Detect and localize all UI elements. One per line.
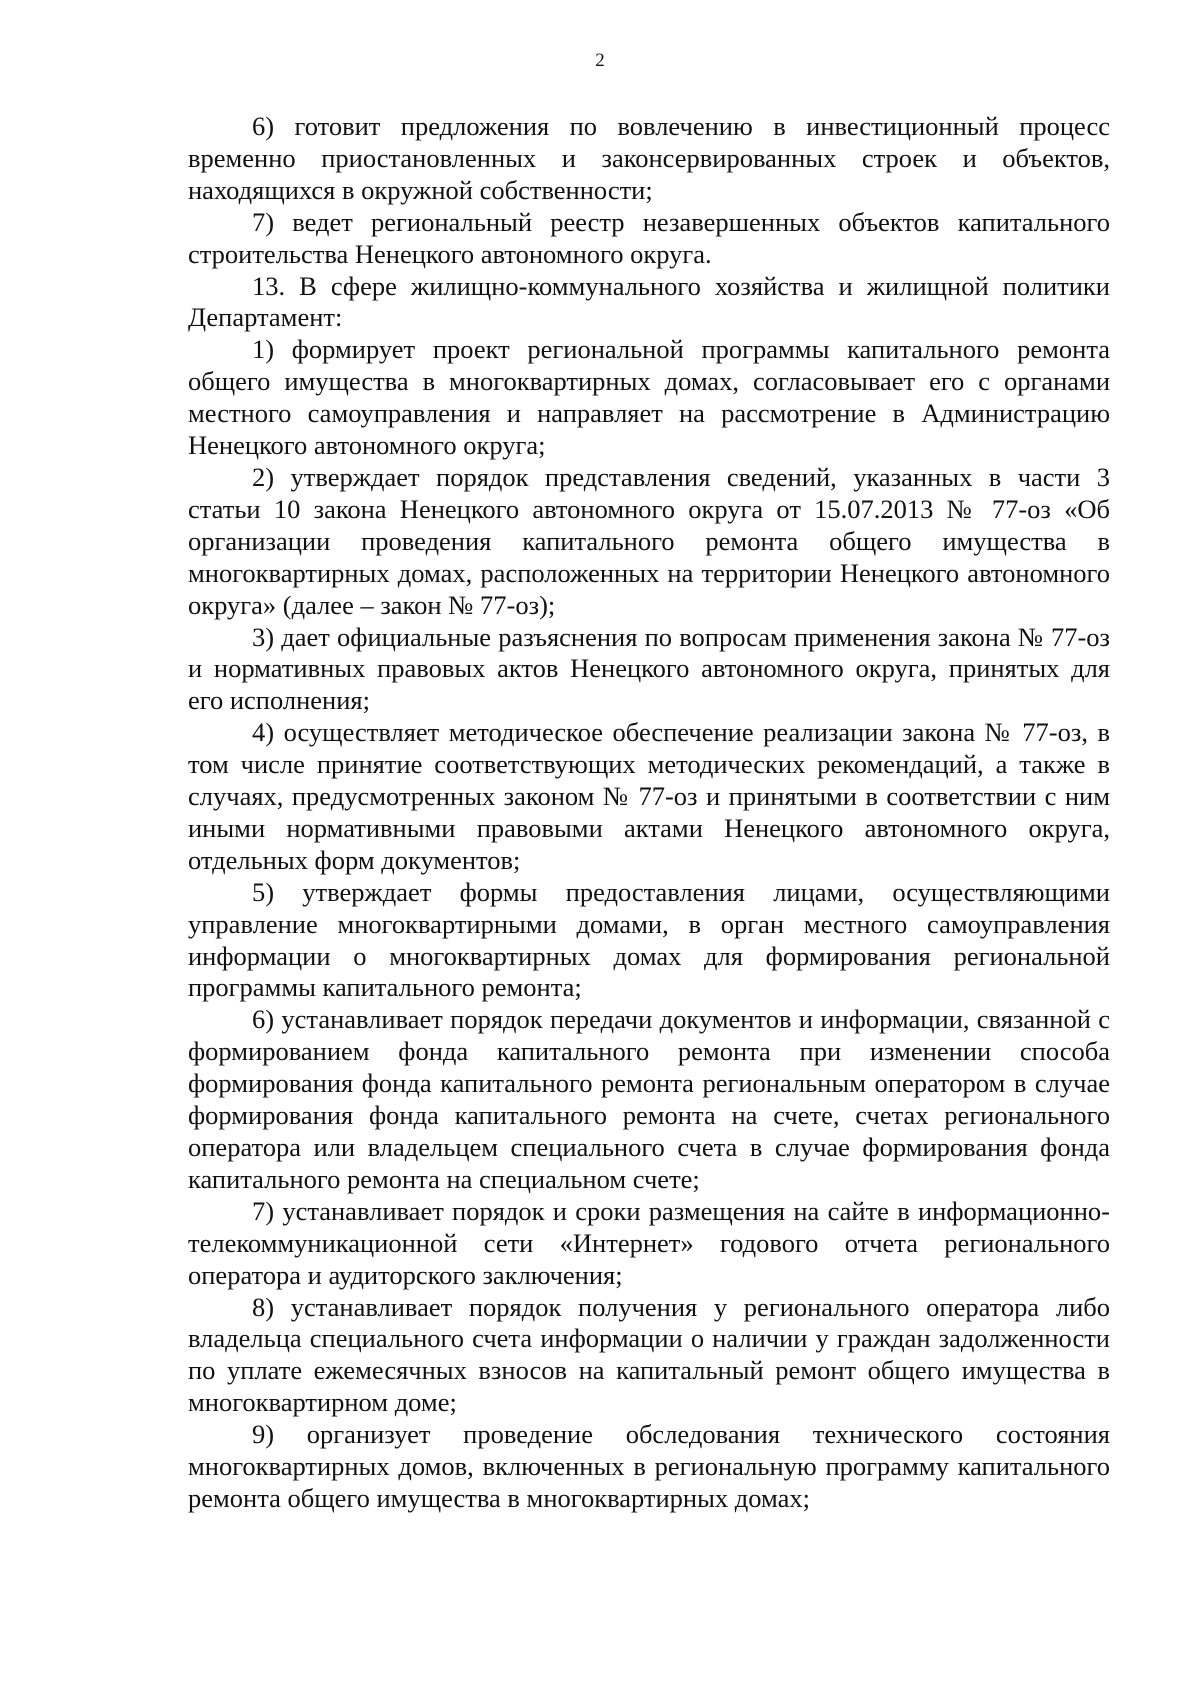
paragraph-item-7-annual-report-publication: 7) устанавливает порядок и сроки размещения на сайте в информационно-телекоммуникационной сети «Интернет» годового отчета регионального оператора и аудиторского заключения; [188, 1195, 1110, 1290]
paragraph-item-6-document-transfer: 6) устанавливает порядок передачи документов и информации, связанной с формированием фонда капитального ремонта при изменении способа формирования фонда капитального ремонта региональным оператором в случае формирования фонда капитального ремонта на счете, счетах регионального оператора или владельцем специального счета в случае формирования фонда капитального ремонта на специальном счете; [188, 1004, 1110, 1194]
document-body [188, 111, 1110, 1515]
page-number: 2 [595, 50, 605, 71]
paragraph-item-6-investment-process: 6) готовит предложения по вовлечению в инвестиционный процесс временно приостановленных и законсервированных строек и объектов, находящихся в окружной собственности; [188, 111, 1110, 205]
paragraph-item-3-official-clarifications: 3) дает официальные разъяснения по вопросам применения закона № 77-оз и нормативных правовых актов Ненецкого автономного округа, принятых для его исполнения; [188, 621, 1110, 716]
paragraph-item-7-unfinished-objects-registry: 7) ведет региональный реестр незавершенных объектов капитального строительства Ненецкого автономного округа. [188, 206, 1110, 269]
paragraph-item-1-regional-program: 1) формирует проект региональной программы капитального ремонта общего имущества в многоквартирных домах, согласовывает его с органами местного самоуправления и направляет на рассмотрение в Администрацию Ненецкого автономного округа; [188, 334, 1110, 461]
paragraph-item-2-information-procedure: 2) утверждает порядок представления сведений, указанных в части 3 статьи 10 закона Ненецкого автономного округа от 15.07.2013 № 77-оз «Об организации проведения капитального ремонта общего имущества в многоквартирных домах, расположенных на территории Ненецкого автономного округа» (далее – закон № 77-оз); [188, 461, 1110, 620]
paragraph-item-5-information-forms: 5) утверждает формы предоставления лицами, осуществляющими управление многоквартирными домами, в орган местного самоуправления информации о многоквартирных домах для формирования региональной программы капитального ремонта; [188, 876, 1110, 1003]
paragraph-item-4-methodological-support: 4) осуществляет методическое обеспечение реализации закона № 77-оз, в том числе принятие соответствующих методических рекомендаций, а также в случаях, предусмотренных законом № 77-оз и принятыми в соответствии с ним иными нормативными правовыми актами Ненецкого автономного округа, отдельных форм документов; [188, 717, 1110, 875]
paragraph-item-8-debt-information: 8) устанавливает порядок получения у регионального оператора либо владельца специального счета информации о наличии у граждан задолженности по уплате ежемесячных взносов на капитальный ремонт общего имущества в многоквартирном доме; [188, 1291, 1110, 1418]
paragraph-item-9-technical-inspection: 9) организует проведение обследования технического состояния многоквартирных домов, включенных в региональную программу капитального ремонта общего имущества в многоквартирных домах; [188, 1419, 1110, 1513]
paragraph-section-13-housing: 13. В сфере жилищно-коммунального хозяйства и жилищной политики Департамент: [188, 270, 1110, 333]
